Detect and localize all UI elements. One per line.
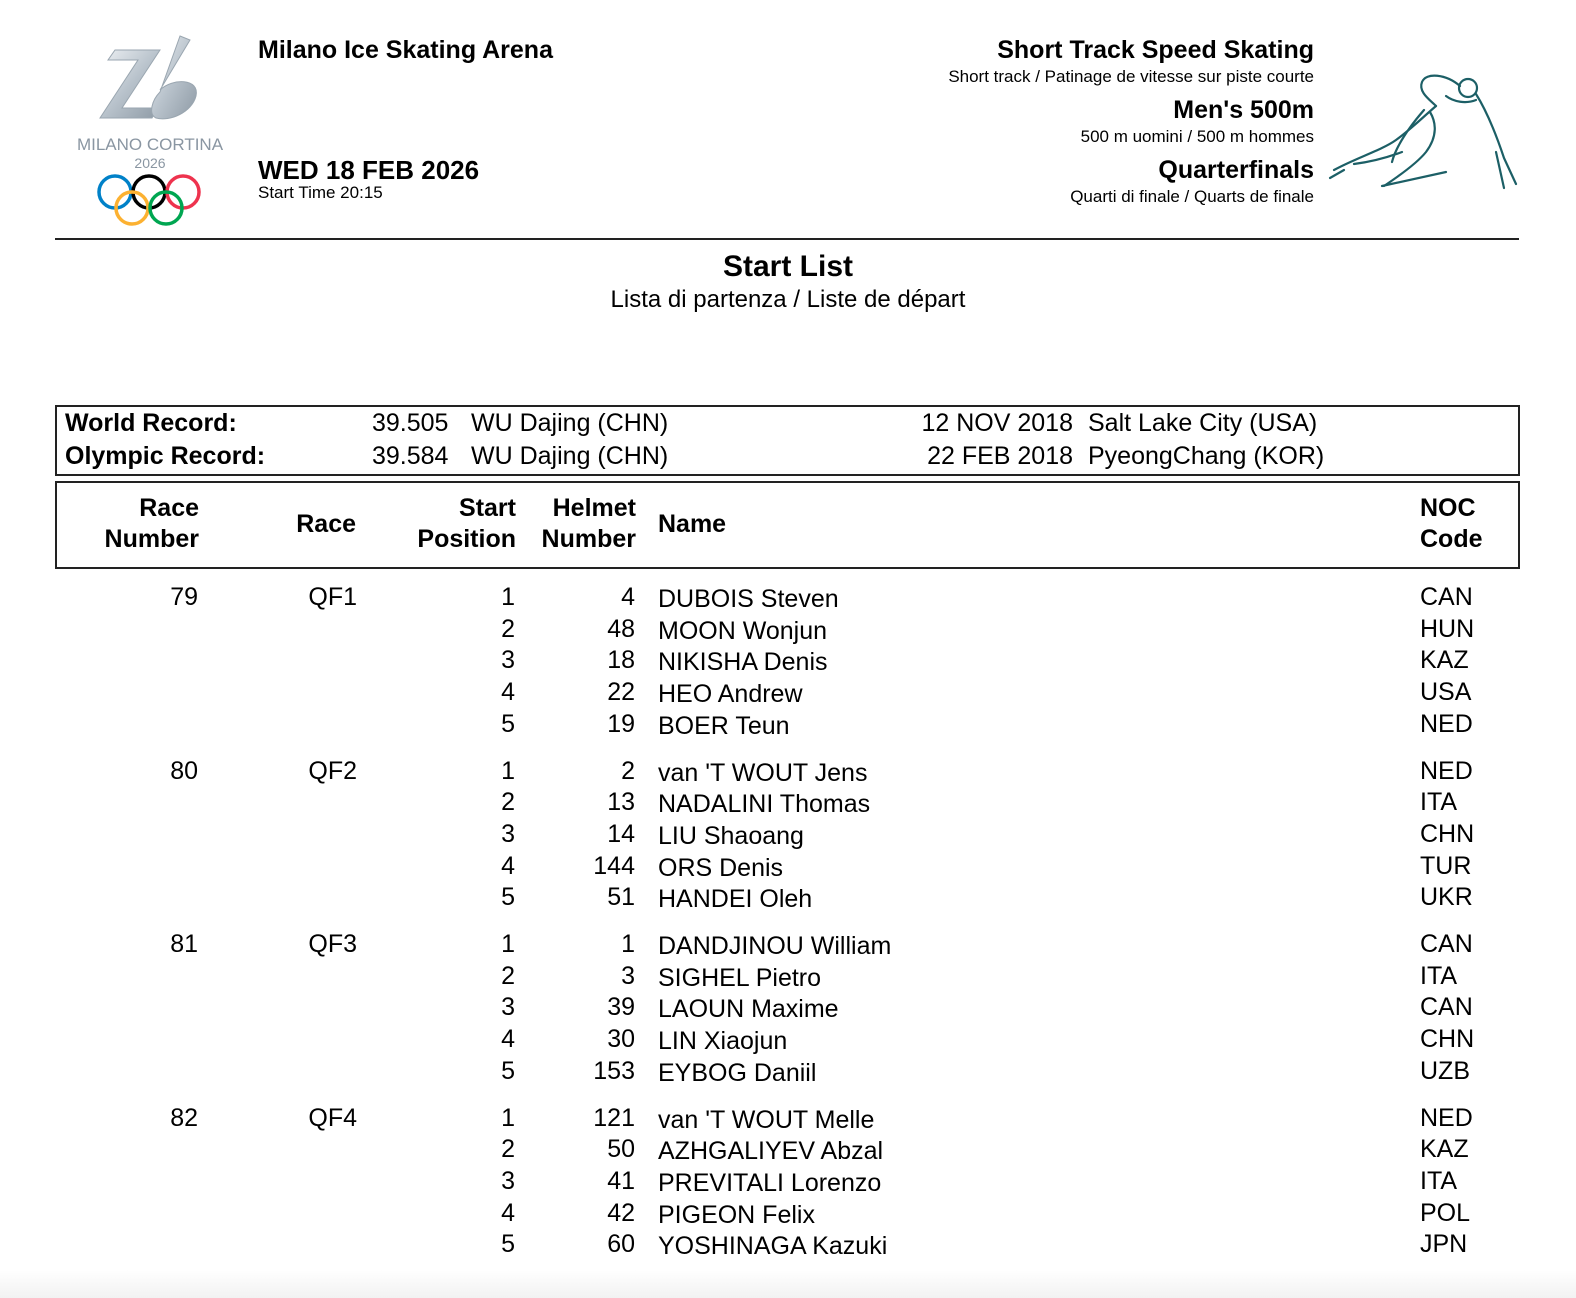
column-header-race-number (105, 493, 199, 555)
record-place: Salt Lake City (USA) (1088, 409, 1318, 437)
noc-code-cell: KAZ (1420, 646, 1469, 675)
table-row (55, 930, 1519, 962)
noc-code-cell: ITA (1420, 961, 1458, 990)
race-group (55, 757, 1519, 931)
column-header-name: Name (658, 510, 727, 538)
helmet-number-cell: 22 (607, 678, 635, 707)
start-list-table (55, 583, 1519, 1277)
athlete-name-cell: PIGEON Felix (658, 1200, 815, 1229)
start-position-cell: 3 (501, 1166, 515, 1195)
document-subtitle: Lista di partenza / Liste de départ (610, 286, 966, 313)
start-position-cell: 3 (501, 646, 515, 675)
sport-title: Short Track Speed Skating (997, 36, 1314, 64)
noc-code-cell: CHN (1420, 1025, 1475, 1054)
header-divider (55, 238, 1519, 240)
noc-code-cell: UKR (1420, 883, 1473, 912)
helmet-number-cell: 14 (607, 819, 635, 848)
record-holder: WU Dajing (CHN) (471, 409, 669, 437)
header-line: Start (459, 494, 516, 522)
noc-code-cell: JPN (1420, 1230, 1468, 1259)
start-position-cell: 5 (501, 1230, 515, 1259)
noc-code-cell: ITA (1420, 1166, 1458, 1195)
page-bottom-shadow (0, 1270, 1576, 1298)
start-position-cell: 3 (501, 993, 515, 1022)
start-position-cell: 1 (501, 930, 515, 958)
table-row (55, 852, 1519, 884)
helmet-number-cell: 153 (593, 1056, 635, 1085)
race-number-cell: 79 (170, 583, 198, 611)
record-time: 39.505 (372, 409, 449, 437)
olympic-record-row (57, 440, 1518, 473)
helmet-number-cell: 144 (593, 851, 635, 880)
header-line: Number (104, 525, 199, 553)
table-row (55, 710, 1519, 742)
athlete-name-cell: EYBOG Daniil (658, 1058, 817, 1087)
race-group (55, 930, 1519, 1104)
start-position-cell: 1 (501, 1103, 515, 1132)
athlete-name-cell: BOER Teun (658, 711, 790, 740)
race-cell: QF3 (308, 930, 357, 958)
athlete-name-cell: PREVITALI Lorenzo (658, 1168, 882, 1197)
start-position-cell: 5 (501, 709, 515, 738)
record-label: Olympic Record: (65, 442, 266, 470)
header-line: Race (139, 494, 199, 522)
helmet-number-cell: 1 (621, 930, 635, 958)
helmet-number-cell: 3 (621, 961, 635, 990)
start-position-cell: 4 (501, 1025, 515, 1054)
logo-year: 2026 (134, 155, 166, 171)
record-time: 39.584 (372, 442, 449, 470)
olympic-rings-icon (99, 176, 199, 224)
header-line: NOC (1420, 494, 1476, 522)
noc-code-cell: HUN (1420, 614, 1475, 643)
record-date: 12 NOV 2018 (921, 409, 1073, 437)
helmet-number-cell: 2 (621, 756, 635, 785)
athlete-name-cell: MOON Wonjun (658, 616, 828, 645)
table-row (55, 993, 1519, 1025)
world-record-row (57, 407, 1518, 440)
event-date: WED 18 FEB 2026 (258, 155, 480, 185)
helmet-number-cell: 60 (607, 1230, 635, 1259)
header-line: Number (541, 525, 636, 553)
athlete-name-cell: AZHGALIYEV Abzal (658, 1137, 884, 1166)
noc-code-cell: CAN (1420, 583, 1473, 611)
table-row (55, 757, 1519, 789)
column-header-helmet-number (542, 493, 636, 555)
table-row (55, 788, 1519, 820)
helmet-number-cell: 121 (593, 1103, 635, 1132)
games-emblem-icon (60, 30, 240, 230)
athlete-name-cell: SIGHEL Pietro (658, 963, 822, 992)
helmet-number-cell: 13 (607, 788, 635, 817)
helmet-number-cell: 30 (607, 1025, 635, 1054)
table-row (55, 1057, 1519, 1089)
table-row (55, 678, 1519, 710)
noc-code-cell: POL (1420, 1198, 1471, 1227)
noc-code-cell: ITA (1420, 788, 1458, 817)
table-row (55, 962, 1519, 994)
noc-code-cell: TUR (1420, 851, 1472, 880)
noc-code-cell: NED (1420, 709, 1473, 738)
athlete-name-cell: NADALINI Thomas (658, 790, 871, 819)
skater-icon (1326, 66, 1520, 192)
athlete-name-cell: van 'T WOUT Melle (658, 1105, 875, 1134)
records-box (55, 405, 1520, 476)
table-row (55, 820, 1519, 852)
milano-cortina-logo (60, 30, 240, 230)
race-number-cell: 82 (170, 1103, 198, 1132)
short-track-pictogram (1326, 66, 1520, 192)
noc-code-cell: CHN (1420, 819, 1475, 848)
athlete-name-cell: ORS Denis (658, 853, 784, 882)
header-line: Position (417, 525, 516, 553)
table-row (55, 1104, 1519, 1136)
record-date: 22 FEB 2018 (927, 442, 1073, 470)
athlete-name-cell: LIN Xiaojun (658, 1027, 788, 1056)
athlete-name-cell: YOSHINAGA Kazuki (658, 1232, 888, 1261)
helmet-number-cell: 18 (607, 646, 635, 675)
noc-code-cell: NED (1420, 1103, 1473, 1132)
race-group (55, 1104, 1519, 1278)
table-row (55, 883, 1519, 915)
table-row (55, 1135, 1519, 1167)
race-group (55, 583, 1519, 757)
start-position-cell: 4 (501, 678, 515, 707)
helmet-number-cell: 42 (607, 1198, 635, 1227)
event-title: Men's 500m (1173, 96, 1314, 124)
noc-code-cell: NED (1420, 756, 1473, 785)
race-number-cell: 81 (170, 930, 198, 958)
race-cell: QF4 (308, 1103, 357, 1132)
table-row (55, 1025, 1519, 1057)
helmet-number-cell: 48 (607, 614, 635, 643)
record-label: World Record: (65, 409, 237, 437)
table-row (55, 1230, 1519, 1262)
athlete-name-cell: DANDJINOU William (658, 932, 892, 960)
helmet-number-cell: 41 (607, 1166, 635, 1195)
noc-code-cell: USA (1420, 678, 1472, 707)
table-row (55, 1199, 1519, 1231)
athlete-name-cell: HEO Andrew (658, 680, 803, 709)
athlete-name-cell: van 'T WOUT Jens (658, 758, 868, 787)
start-time: Start Time 20:15 (258, 183, 383, 202)
athlete-name-cell: NIKISHA Denis (658, 648, 828, 677)
phase-subtitle: Quarti di finale / Quarts de finale (1070, 187, 1314, 206)
table-row (55, 646, 1519, 678)
helmet-number-cell: 39 (607, 993, 635, 1022)
table-row (55, 1167, 1519, 1199)
start-position-cell: 2 (501, 614, 515, 643)
table-row (55, 583, 1519, 615)
event-subtitle: 500 m uomini / 500 m hommes (1080, 127, 1314, 146)
athlete-name-cell: LAOUN Maxime (658, 995, 839, 1024)
column-header-noc-code (1420, 493, 1483, 555)
noc-code-cell: CAN (1420, 930, 1473, 958)
start-position-cell: 5 (501, 883, 515, 912)
start-position-cell: 2 (501, 1135, 515, 1164)
race-cell: QF1 (308, 583, 357, 611)
start-position-cell: 5 (501, 1056, 515, 1085)
venue-name: Milano Ice Skating Arena (258, 36, 553, 64)
helmet-number-cell: 4 (621, 583, 635, 611)
header-line: Code (1420, 525, 1483, 553)
noc-code-cell: KAZ (1420, 1135, 1469, 1164)
column-header-start-position (417, 493, 516, 555)
start-position-cell: 1 (501, 583, 515, 611)
start-position-cell: 2 (501, 788, 515, 817)
header-line: Helmet (552, 494, 636, 522)
table-row (55, 615, 1519, 647)
athlete-name-cell: HANDEI Oleh (658, 885, 813, 914)
athlete-name-cell: LIU Shaoang (658, 821, 804, 850)
race-cell: QF2 (308, 756, 357, 785)
record-holder: WU Dajing (CHN) (471, 442, 669, 470)
helmet-number-cell: 19 (607, 709, 635, 738)
noc-code-cell: CAN (1420, 993, 1473, 1022)
noc-code-cell: UZB (1420, 1056, 1470, 1085)
phase-title: Quarterfinals (1158, 156, 1314, 184)
start-position-cell: 2 (501, 961, 515, 990)
column-header-race: Race (296, 510, 356, 538)
logo-wordmark: MILANO CORTINA (76, 135, 224, 154)
table-header (55, 481, 1520, 569)
record-place: PyeongChang (KOR) (1088, 442, 1325, 470)
start-position-cell: 4 (501, 851, 515, 880)
race-number-cell: 80 (170, 756, 198, 785)
start-position-cell: 3 (501, 819, 515, 848)
document-title: Start List (722, 250, 854, 283)
start-position-cell: 4 (501, 1198, 515, 1227)
start-position-cell: 1 (501, 756, 515, 785)
sport-subtitle: Short track / Patinage de vitesse sur piste courte (948, 67, 1314, 86)
helmet-number-cell: 51 (607, 883, 635, 912)
athlete-name-cell: DUBOIS Steven (658, 585, 839, 613)
helmet-number-cell: 50 (607, 1135, 635, 1164)
